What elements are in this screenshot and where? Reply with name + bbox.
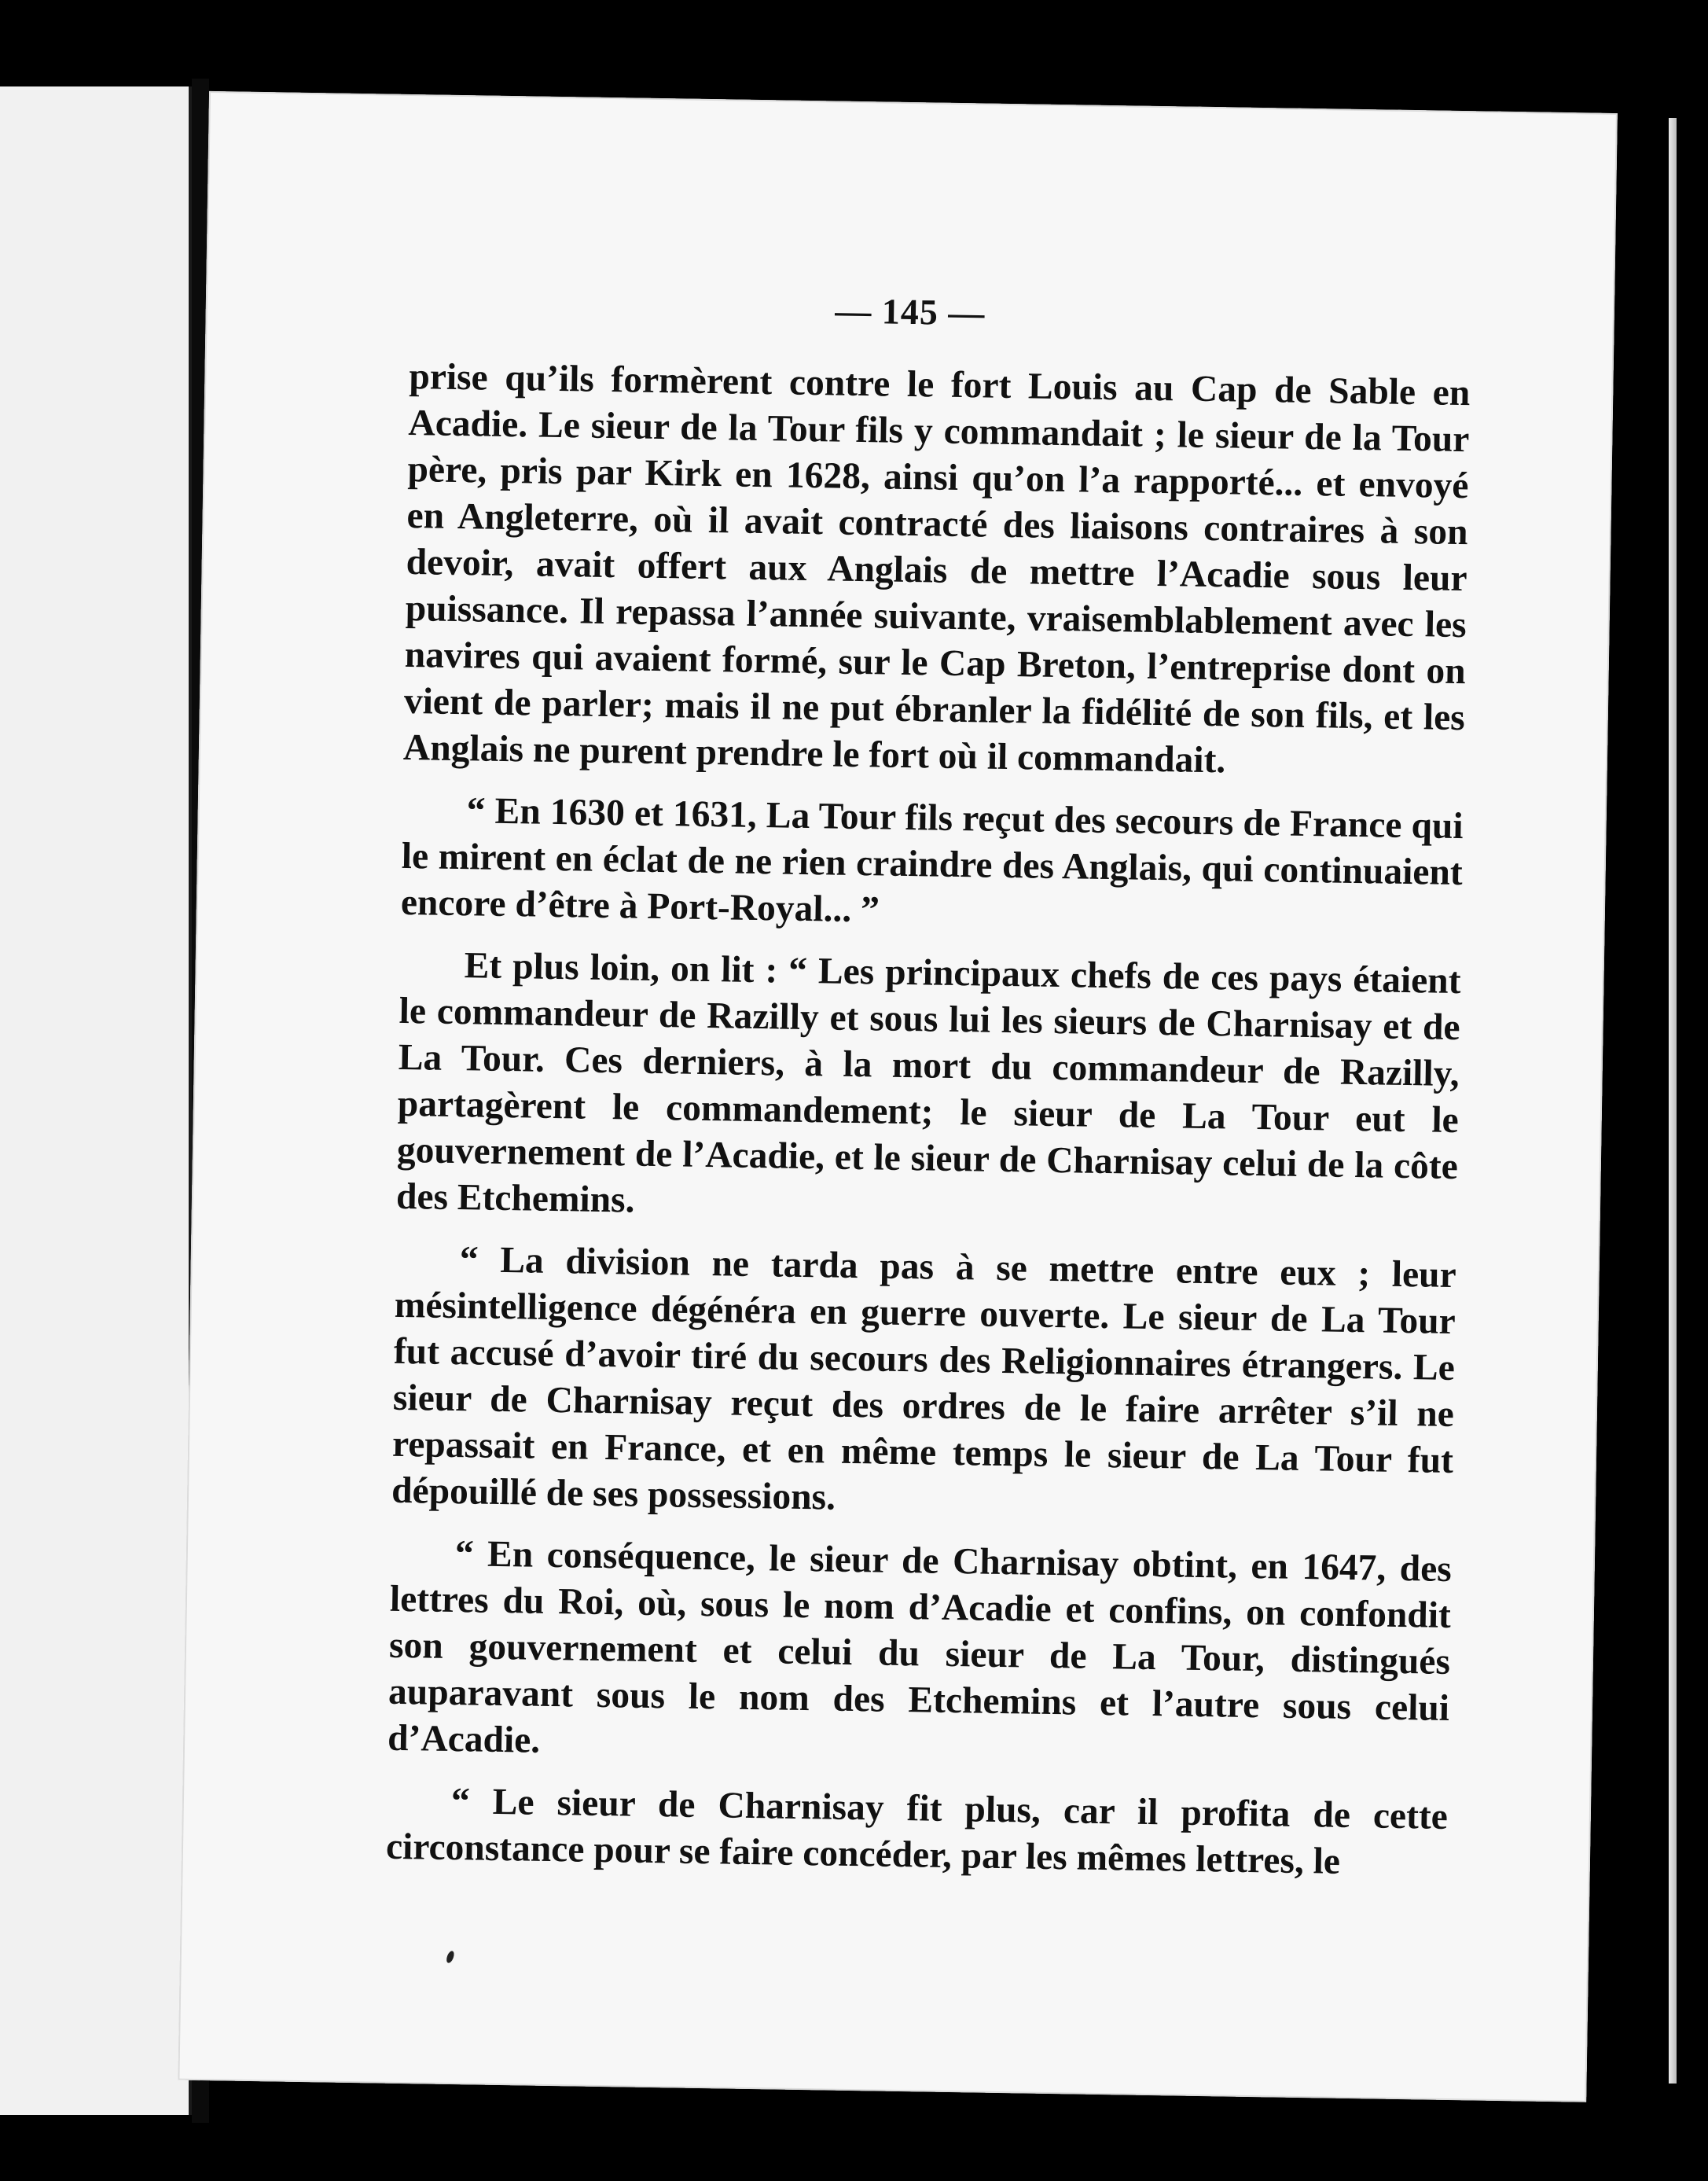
page-text <box>385 354 1470 1903</box>
paragraph-4: “ La division ne tarda pas à se mettre entre eux ; leur mésintelligence dégénéra en guerre ouverte. Le sieur de La Tour fut accusé d’avoir tiré du secours des Religionnaires étrangers. Le sieur de Charnisay reçut des ordres de le faire arrêter s’il ne repassait en France, et en même temps le sieur de La Tour fut dépouillé de ses possessions. <box>391 1239 1457 1518</box>
page-number: — 145 — <box>834 290 986 333</box>
page-stack-edge <box>1669 118 1677 2084</box>
paragraph-2: “ En 1630 et 1631, La Tour fils reçut des secours de France qui le mirent en éclat de ne rien craindre des Anglais, qui continuaient encore d’être à Port-Royal... ” <box>400 790 1464 931</box>
book-page <box>178 91 1618 2102</box>
paragraph-1: prise qu’ils formèrent contre le fort Louis au Cap de Sable en Acadie. Le sieur de la Tour fils y commandait ; le sieur de la Tour père, pris par Kirk en 1628, ainsi qu’on l’a rapporté... et envoyé en Angleterre, où il avait contracté des liaisons contraires à son devoir, avait offert aux Anglais de mettre l’Acadie sous leur puissance. Il repassa l’année suivante, vraisemblablement avec les navires qui avaient formé, sur le Cap Breton, l’entreprise dont on vient de parler; mais il ne put ébranler la fidélité de son fils, et les Anglais ne purent prendre le fort où il commandait. <box>402 355 1471 782</box>
paragraph-6: “ Le sieur de Charnisay fit plus, car il profita de cette circonstance pour se faire concéder, par les mêmes lettres, le <box>385 1781 1449 1882</box>
facing-page-edge <box>0 86 192 2115</box>
paragraph-5: “ En conséquence, le sieur de Charnisay obtint, en 1647, des lettres du Roi, où, sous le nom d’Acadie et confins, on confondit son gouvernement et celui du sieur de La Tour, distingués auparavant sous le nom des Etchemins et l’autre sous celui d’Acadie. <box>387 1533 1453 1761</box>
paragraph-3: Et plus loin, on lit : “ Les principaux chefs de ces pays étaient le commandeur de Razilly et sous lui les sieurs de Charnisay et de La Tour. Ces derniers, à la mort du commandeur de Razilly, partagèrent le commandement; le sieur de La Tour eut le gouvernement de l’Acadie, et le sieur de Charnisay celui de la côte des Etchemins. <box>395 945 1461 1221</box>
ink-speck <box>445 1950 455 1964</box>
